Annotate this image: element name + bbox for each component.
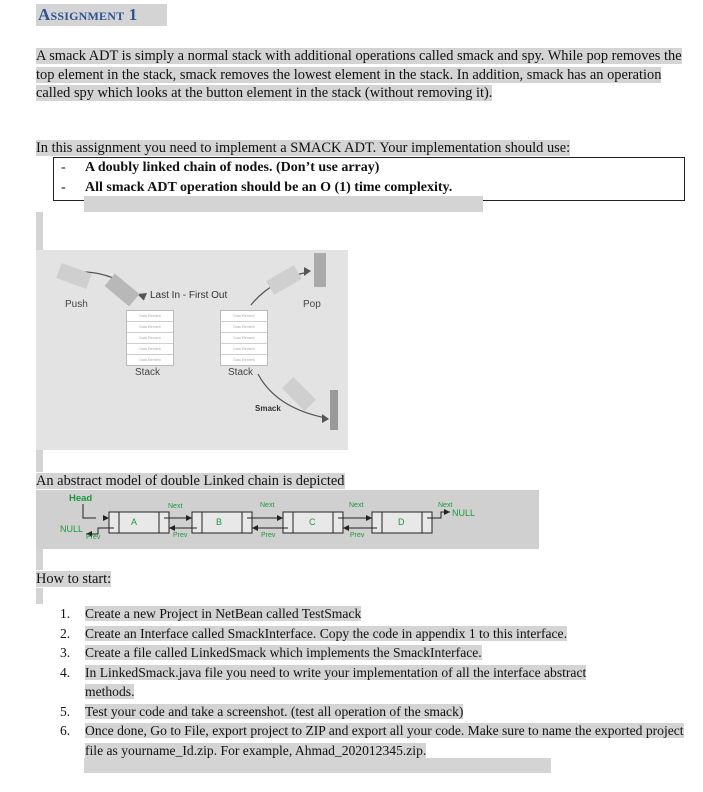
requirement-dash: - [61, 160, 66, 175]
bottom-shade [84, 758, 551, 773]
step-number: 3. [60, 645, 71, 660]
stack-label-left: Stack [135, 367, 161, 378]
steps-list [36, 604, 686, 760]
left-shade-bar [36, 450, 43, 472]
stack-cell: Data Element [139, 358, 161, 362]
requirements-box [53, 157, 685, 201]
step-number: 4. [60, 664, 71, 680]
node-d-label: D [398, 517, 405, 527]
next-label: Next [349, 502, 364, 509]
step-text: Test your code and take a screenshot. (test all operation of the smack) [85, 703, 464, 719]
intro-text: A smack ADT is simply a normal stack with additional operations called smack and spy. While pop removes the top element in the stack, smack removes the lowest element in the stack. In addition, smack has an operation called spy which looks at the button element in the stack (without removing it). [36, 48, 682, 101]
smack-label: Smack [255, 404, 281, 413]
node-a-label: A [131, 517, 138, 527]
how-to-start-text: How to start: [36, 571, 112, 587]
step-number: 6. [60, 723, 71, 738]
next-label: Next [260, 502, 275, 509]
stack-cell: Data Element [221, 322, 267, 333]
stack-figure [36, 250, 348, 450]
step-number: 2. [60, 625, 71, 641]
prev-label: Prev [350, 532, 365, 539]
prev-label: Prev [86, 534, 101, 541]
linked-list-figure [36, 490, 539, 549]
requirement-text: A doubly linked chain of nodes. (Don’t use array) [85, 160, 380, 175]
list-item [36, 643, 686, 663]
head-label: Head [69, 493, 93, 504]
linked-list-diagram [36, 490, 539, 549]
list-item [36, 604, 686, 624]
stack-cell: Data Element [221, 333, 267, 344]
requirement-dash: - [61, 180, 66, 195]
lifo-label: Last In - First Out [150, 290, 228, 301]
task-intro [36, 139, 682, 158]
stack-cell: Data Element [127, 311, 173, 322]
requirement-item [54, 178, 684, 198]
step-number: 5. [60, 703, 71, 719]
next-label: Next [168, 503, 183, 510]
stack-left [126, 310, 174, 366]
list-item [36, 702, 686, 722]
stack-right [220, 310, 268, 366]
stack-figure-arrows [36, 250, 348, 450]
step-number: 1. [60, 606, 71, 621]
left-shade-bar [36, 588, 43, 604]
prev-label: Prev [261, 532, 276, 539]
stack-cell: Data Element [127, 344, 173, 355]
left-shade-bar [36, 549, 43, 570]
stack-cell: Data Element [221, 344, 267, 355]
push-label: Push [65, 299, 88, 310]
node-b-label: B [216, 517, 223, 527]
next-label: Next [438, 502, 453, 509]
list-item [36, 624, 686, 644]
stack-cell: Data Element [221, 311, 267, 322]
requirements-shade [84, 196, 483, 212]
stack-cell: Data Element [233, 358, 255, 362]
step-text: Create an Interface called SmackInterface. Copy the code in appendix 1 to this interface. [85, 625, 567, 641]
step-text: In LinkedSmack.java file you need to write your implementation of all the interface abstract methods. [85, 664, 587, 699]
intro-paragraph [36, 47, 682, 103]
requirement-text: All smack ADT operation should be an O (1) time complexity. [85, 180, 453, 195]
task-intro-text: In this assignment you need to implement a SMACK ADT. Your implementation should use: [36, 140, 571, 156]
prev-label: Prev [173, 532, 188, 539]
linked-caption-text: An abstract model of double Linked chain is depicted [36, 473, 345, 489]
how-to-start-heading [36, 570, 111, 588]
list-item [36, 663, 686, 702]
stack-cell: Data Element [127, 322, 173, 333]
step-text: Create a new Project in NetBean called TestSmack [85, 606, 362, 621]
step-text: Once done, Go to File, export project to ZIP and export all your code. Make sure to name the exported project file as yourname_Id.zip. For example, Ahmad_202012345.zip. [85, 723, 684, 758]
requirement-item [54, 158, 684, 178]
node-c-label: C [309, 517, 316, 527]
left-shade-bar [36, 212, 43, 250]
null-left-label: NULL [60, 524, 84, 534]
pop-label: Pop [303, 299, 321, 310]
list-item [36, 721, 686, 760]
stack-cell: Data Element [127, 333, 173, 344]
null-right-label: NULL [452, 508, 476, 518]
step-text: Create a file called LinkedSmack which implements the SmackInterface. [85, 645, 482, 660]
assignment-title: Assignment 1 [36, 4, 167, 26]
linked-caption [36, 472, 345, 490]
stack-label-right: Stack [228, 367, 254, 378]
